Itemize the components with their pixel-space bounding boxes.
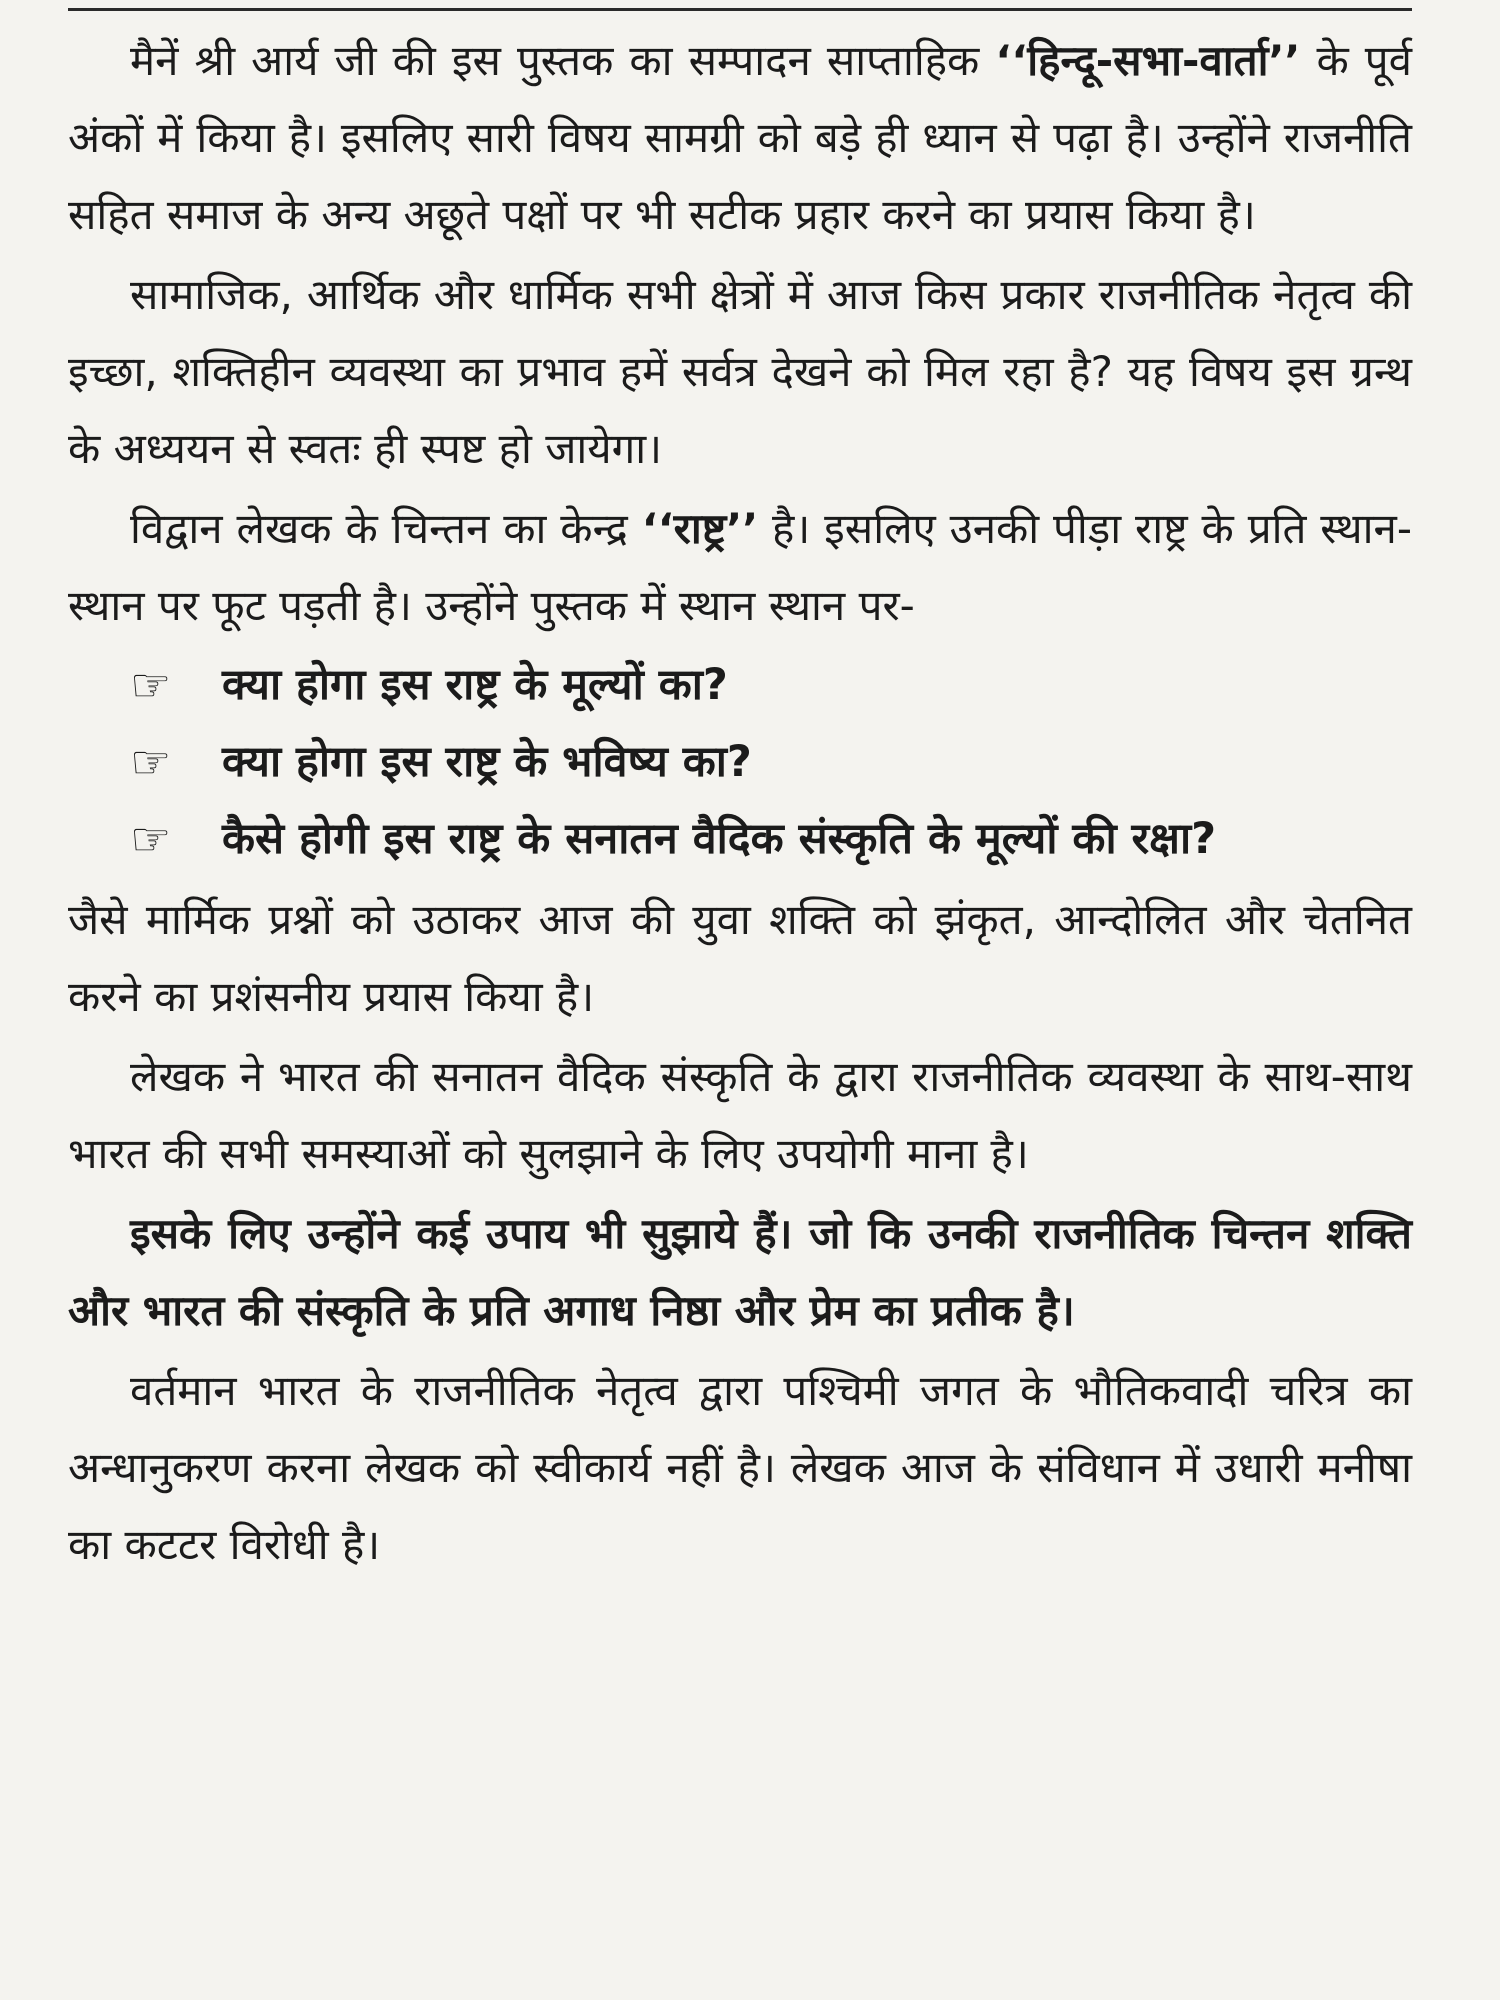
- question-text: क्या होगा इस राष्ट्र के मूल्यों का?: [222, 660, 728, 710]
- paragraph-text: विद्वान लेखक के चिन्तन का केन्द्र: [130, 504, 642, 553]
- paragraph-western-imitation: वर्तमान भारत के राजनीतिक नेतृत्व द्वारा पश्चिमी जगत के भौतिकवादी चरित्र का अन्धानुकरण करना लेखक को स्वीकार्य नहीं है। लेखक आज के संविधान में उधारी मनीषा का कटटर विरोधी है।: [68, 1366, 1412, 1569]
- paragraph-vedic-culture: लेखक ने भारत की सनातन वैदिक संस्कृति के द्वारा राजनीतिक व्यवस्था के साथ-साथ भारत की सभी समस्याओं को सुलझाने के लिए उपयोगी माना है।: [68, 1052, 1412, 1178]
- paragraph-text: है। इसलिए उनकी पीड़ा राष्ट्र के प्रति स्थान-स्थान पर फूट पड़ती है। उन्होंने पुस्तक में स्थान स्थान पर-: [68, 504, 1412, 630]
- page-content: [68, 22, 1412, 1586]
- list-item: [130, 647, 1412, 724]
- pointing-hand-icon: ☞: [130, 658, 172, 712]
- pointing-hand-icon: ☞: [130, 735, 172, 789]
- paragraph-text: मैनें श्री आर्य जी की इस पुस्तक का सम्पादन साप्ताहिक: [130, 36, 996, 85]
- question-text: क्या होगा इस राष्ट्र के भविष्य का?: [222, 737, 752, 787]
- paragraph-text: के पूर्व अंकों में किया है। इसलिए सारी विषय सामग्री को बड़े ही ध्यान से पढ़ा है। उन्होंने राजनीति सहित समाज के अन्य अछूते पक्षों पर भी सटीक प्रहार करने का प्रयास किया है।: [68, 36, 1412, 239]
- paragraph-nation-focus: [68, 490, 1412, 644]
- emphasis-rashtra: ‘‘राष्ट्र’’: [641, 504, 759, 553]
- top-rule-divider: [68, 8, 1412, 11]
- newspaper-title: ‘‘हिन्दू-सभा-वार्ता’’: [995, 36, 1301, 85]
- list-item: [130, 724, 1412, 801]
- question-list: [68, 647, 1412, 878]
- paragraph-influence: सामाजिक, आर्थिक और धार्मिक सभी क्षेत्रों में आज किस प्रकार राजनीतिक नेतृत्व की इच्छा, शक्तिहीन व्यवस्था का प्रभाव हमें सर्वत्र देखने को मिल रहा है? यह विषय इस ग्रन्थ के अध्ययन से स्वतः ही स्पष्ट हो जायेगा।: [68, 270, 1412, 473]
- pointing-hand-icon: ☞: [130, 812, 172, 866]
- paragraph-questions-effect: जैसे मार्मिक प्रश्नों को उठाकर आज की युवा शक्ति को झंकृत, आन्दोलित और चेतनित करने का प्रशंसनीय प्रयास किया है।: [68, 895, 1412, 1021]
- question-text: कैसे होगी इस राष्ट्र के सनातन वैदिक संस्कृति के मूल्यों की रक्षा?: [222, 814, 1217, 864]
- list-item: [130, 801, 1412, 878]
- paragraph-remedies: इसके लिए उन्होंने कई उपाय भी सुझाये हैं। जो कि उनकी राजनीतिक चिन्तन शक्ति और भारत की संस्कृति के प्रति अगाध निष्ठा और प्रेम का प्रतीक है।: [68, 1209, 1412, 1335]
- paragraph-editor-note: [68, 22, 1412, 253]
